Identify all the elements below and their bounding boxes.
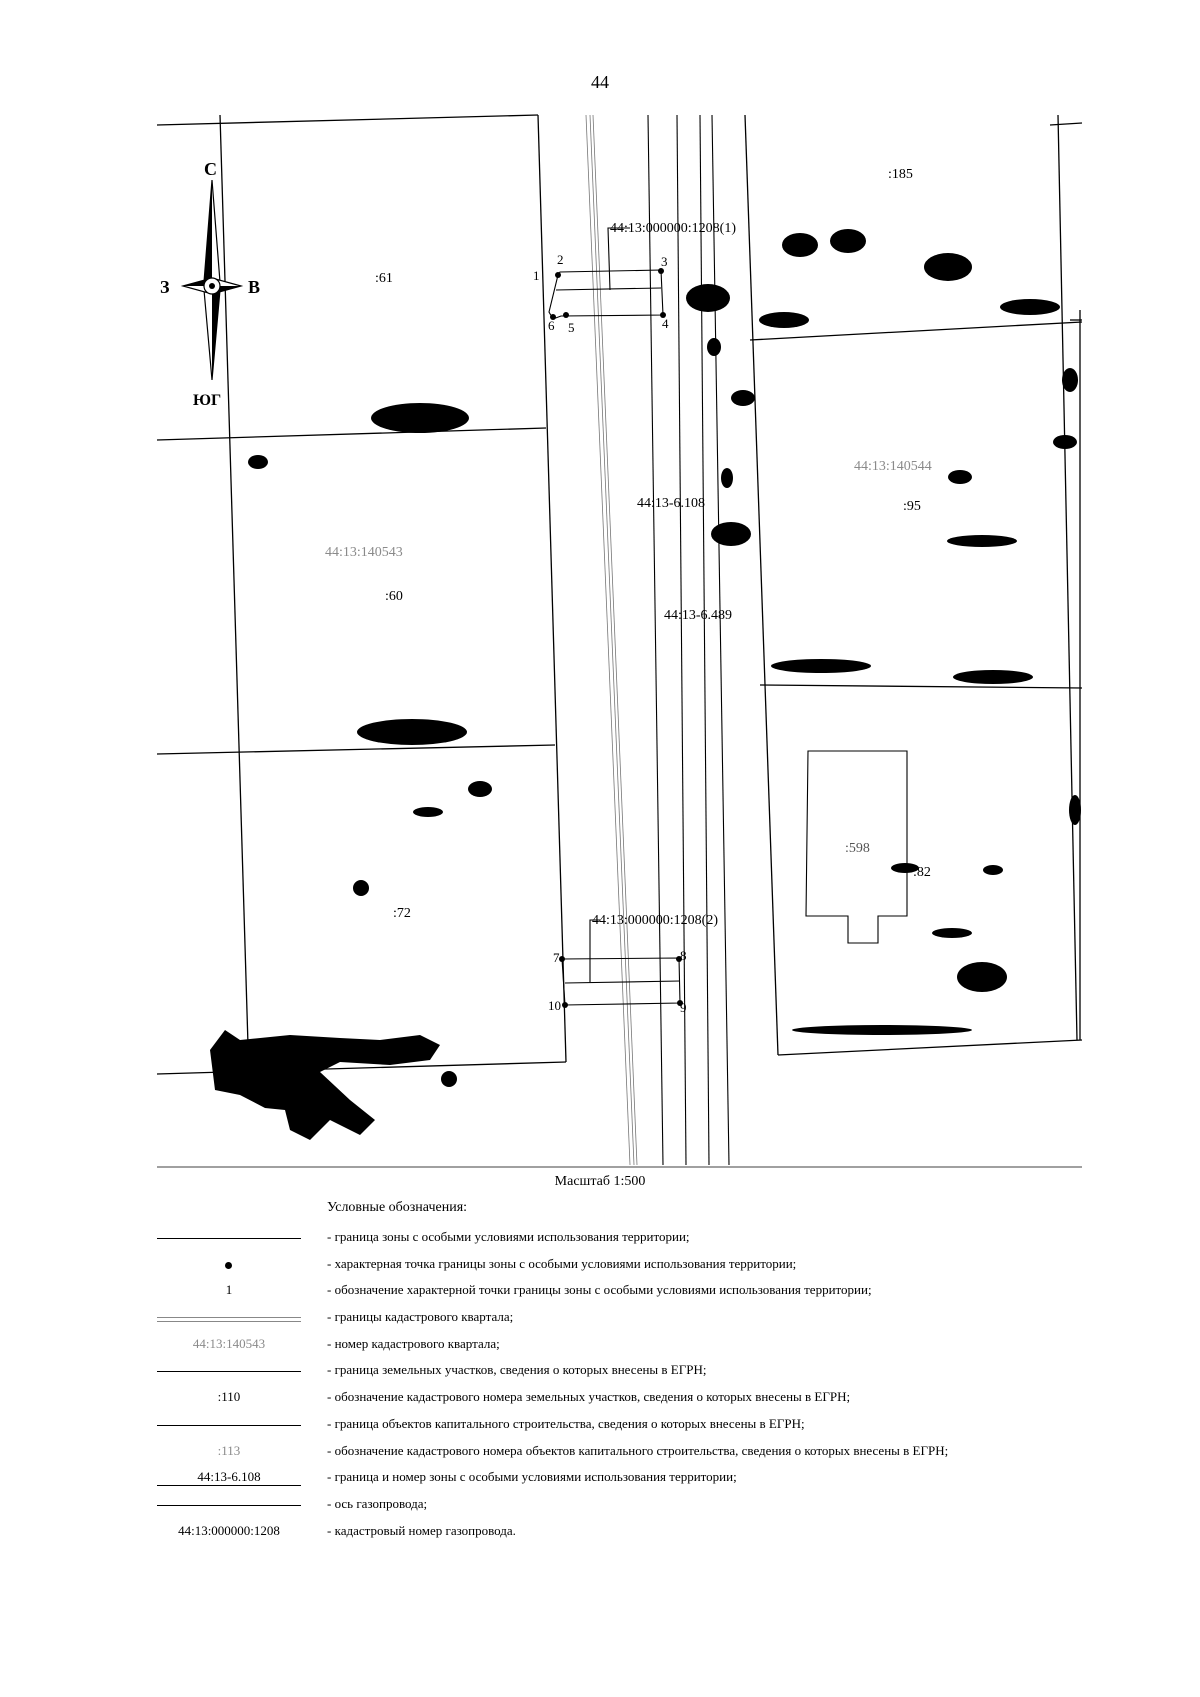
point-label: 6 [548,318,555,333]
pipeline-label: 44:13:000000:1208(2) [592,913,718,928]
building-label: :598 [845,841,870,856]
blot [441,1071,457,1087]
legend-symbol-parcel-number: :110 [217,1389,241,1405]
legend-item [155,1226,1155,1253]
legend-desc: - обозначение кадастрового номера земельных участков, сведения о которых внесены в ЕГРН; [327,1389,851,1405]
parcel-label: :185 [888,167,913,182]
legend-desc: - ось газопровода; [327,1495,428,1511]
point-label: 10 [548,998,561,1013]
legend-symbol-zone-boundary [155,1226,303,1253]
legend-desc: - граница объектов капитального строительства, сведения о которых внесены в ЕГРН; [327,1415,805,1431]
zone-polygon-1 [549,228,663,319]
compass-west-label: З [160,277,170,297]
legend-desc: - граница и номер зоны с особыми условиями использования территории; [327,1469,737,1485]
compass-north-label: С [204,159,217,179]
legend-symbol-building-number: :113 [217,1442,241,1458]
blot [953,670,1033,684]
compass-south-label: ЮГ [193,392,222,409]
parcel-label: :72 [393,906,411,921]
blot [930,257,942,269]
legend-item [155,1359,1155,1386]
legend-item [155,1279,1155,1306]
blot [371,403,469,433]
legend-desc: - обозначение характерной точки границы зоны с особыми условиями использования территории; [327,1282,872,1298]
blot [782,233,818,257]
legend-desc: - характерная точка границы зоны с особыми условиями использования территории; [327,1255,797,1271]
zone-label: 44:13-6.489 [664,608,733,623]
point-label: 2 [557,252,564,267]
zone-polygon-2 [562,920,680,1005]
blot [721,468,733,488]
quarter-boundary [586,115,637,1165]
legend-desc: - граница земельных участков, сведения о которых внесены в ЕГРН; [327,1362,707,1378]
legend-desc: - граница зоны с особыми условиями использования территории; [327,1229,690,1244]
point-labels [533,252,687,1015]
legend-desc: - границы кадастрового квартала; [327,1309,514,1325]
blot [413,807,443,817]
blot [1000,299,1060,315]
blot-top-left [210,1030,440,1140]
blot [711,522,751,546]
legend-item [155,1333,1155,1360]
blot [957,962,1007,992]
blot [357,719,467,745]
pipeline-label: 44:13:000000:1208(1) [610,221,736,236]
blot [947,535,1017,547]
blot [932,928,972,938]
legend-desc: - кадастровый номер газопровода. [327,1522,516,1538]
legend-desc: - обозначение кадастрового номера объектов капитального строительства, сведения о которых внесены в ЕГРН; [327,1442,949,1458]
legend-symbol-quarter-boundary [155,1306,303,1333]
legend-symbol-zone-number: 44:13-6.108 [155,1466,303,1493]
legend-item [155,1520,1155,1547]
blot [983,865,1003,875]
legend-item [155,1493,1155,1520]
legend-symbol-parcel-boundary [155,1359,303,1386]
blot [1062,368,1078,392]
legend-symbol-pipeline-number: 44:13:000000:1208 [178,1522,280,1538]
legend-desc: - номер кадастрового квартала; [327,1335,500,1351]
zone-label: 44:13-6.108 [637,496,706,511]
point-label: 7 [553,950,560,965]
parcel-label: :61 [375,271,393,286]
quarter-label: 44:13:140544 [854,459,932,474]
legend-item [155,1253,1155,1280]
blot [468,781,492,797]
point-label: 3 [661,254,668,269]
parcel-label: :95 [903,499,921,514]
legend-symbol-pipeline-axis [155,1493,303,1520]
point-label: 8 [680,948,687,963]
legend-symbol-point-number: 1 [225,1282,233,1298]
legend-item [155,1440,1155,1467]
blot [792,1025,972,1035]
point-label: 5 [568,320,575,335]
blot [731,390,755,406]
blot [830,229,866,253]
legend-item [155,1466,1155,1493]
blot [924,253,972,281]
legend-symbol-point [155,1253,303,1280]
point-label: 1 [533,268,540,283]
blot [771,659,871,673]
parcel-label: :82 [913,865,931,880]
point-label: 4 [662,316,669,331]
blot [707,338,721,356]
blot [248,455,268,469]
legend-item [155,1306,1155,1333]
point-label: 9 [680,1000,687,1015]
quarter-label: 44:13:140543 [325,545,403,560]
blot [1069,795,1081,825]
blot [353,880,369,896]
legend-item [155,1413,1155,1440]
legend-title: Условные обозначения: [327,1200,468,1215]
legend-symbol-building-boundary [155,1413,303,1440]
characteristic-points [550,268,683,1008]
scale-label: Масштаб 1:500 [554,1174,646,1189]
compass-rose [160,159,260,409]
parcel-label: :60 [385,589,403,604]
legend [155,1226,1155,1546]
legend-item [155,1386,1155,1413]
blot [948,470,972,484]
page-number: 44 [591,72,609,92]
compass-east-label: В [248,277,261,297]
legend-symbol-quarter-number: 44:13:140543 [192,1335,266,1351]
blot [759,312,809,328]
blot [686,284,730,312]
